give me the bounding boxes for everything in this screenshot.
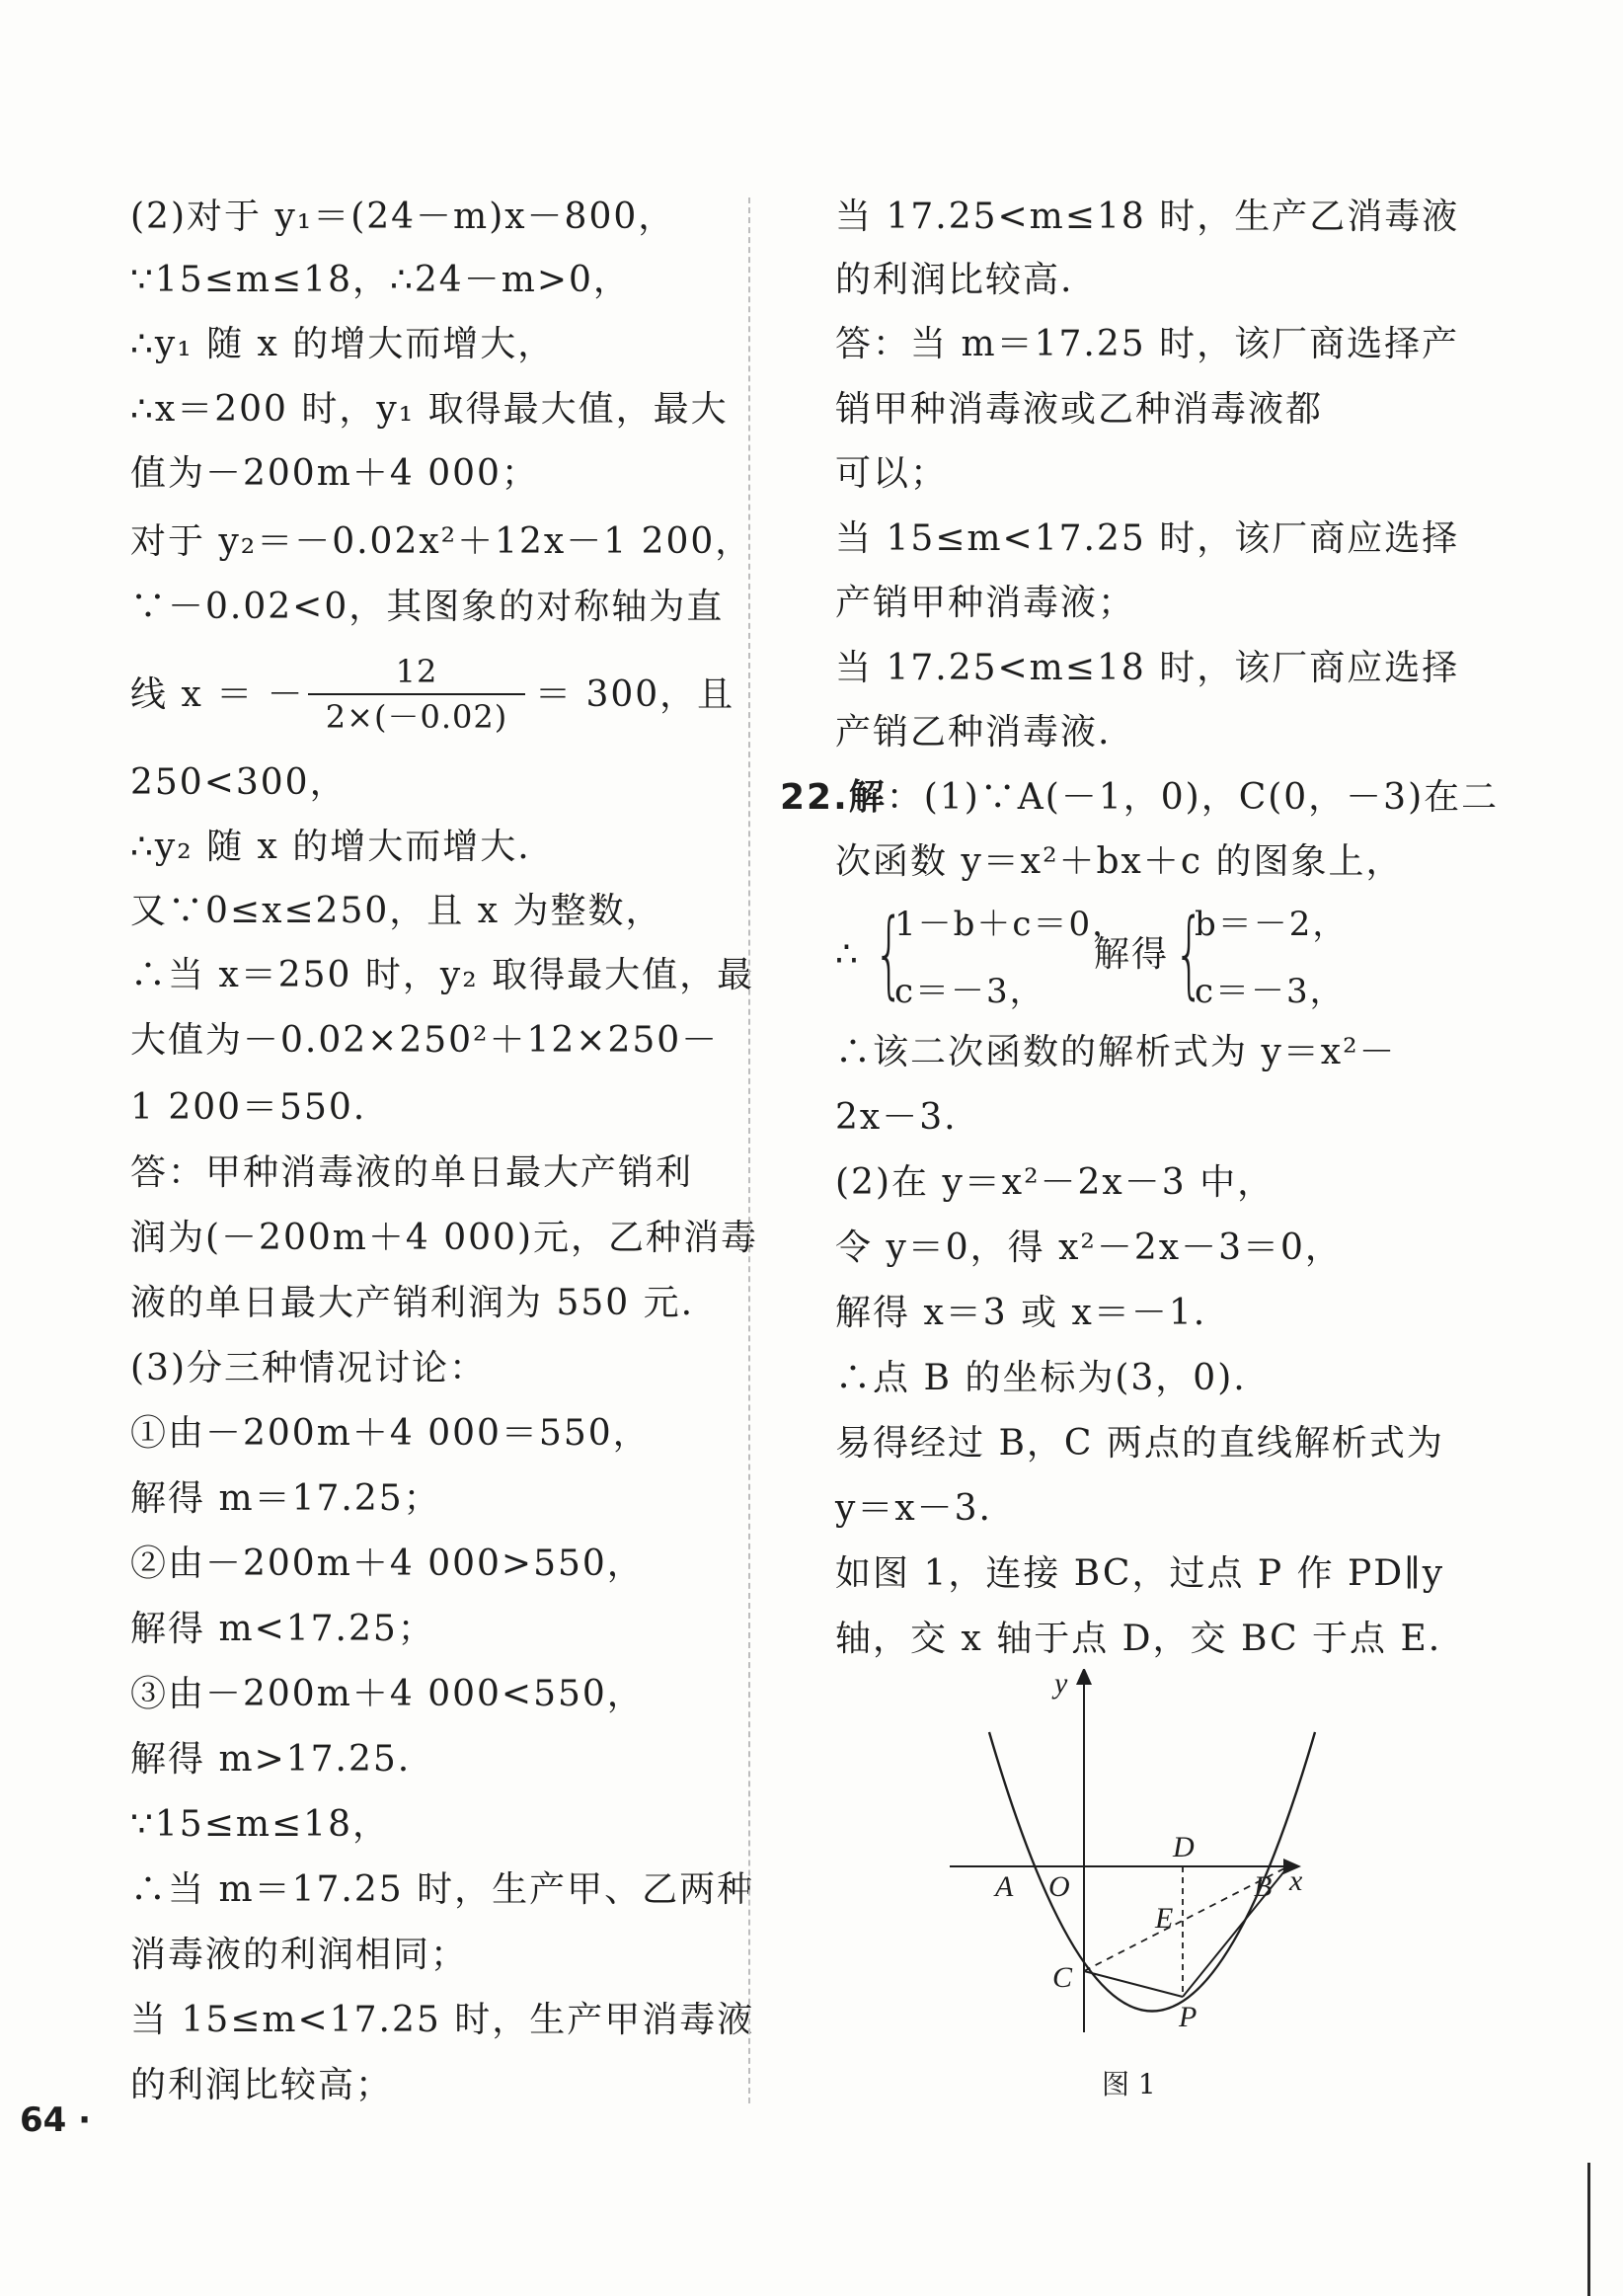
text-line: ＝ 300，且 bbox=[535, 674, 735, 715]
text-line: 答：甲种消毒液的单日最大产销利 bbox=[130, 1152, 694, 1193]
text-line: ∴当 m＝17.25 时，生产甲、乙两种 bbox=[130, 1869, 755, 1910]
left-brace: { bbox=[1174, 899, 1204, 1009]
text-line: 液的单日最大产销利润为 550 元. bbox=[130, 1283, 695, 1323]
text-line: ∵－0.02<0，其图象的对称轴为直 bbox=[130, 587, 725, 627]
line-cp bbox=[1084, 1971, 1183, 1997]
fraction-denominator: 2×(－0.02) bbox=[325, 698, 508, 736]
label-e: E bbox=[1155, 1902, 1174, 1935]
text-line: 大值为－0.02×250²＋12×250－ bbox=[130, 1020, 720, 1061]
text-line: ∴y₂ 随 x 的增大而增大. bbox=[130, 827, 531, 867]
system-lead: ∴ bbox=[835, 934, 860, 975]
text-line: ①由－200m＋4 000＝550， bbox=[130, 1413, 651, 1454]
equation-line: 1－b＋c＝0， bbox=[894, 905, 1128, 944]
equation-line: c＝－3， bbox=[894, 972, 1045, 1011]
fraction-numerator: 12 bbox=[395, 653, 438, 690]
text-line: 产销乙种消毒液. bbox=[835, 712, 1112, 752]
text-line: ∵15≤m≤18，∴24－m>0， bbox=[130, 260, 631, 300]
text-line: 2x－3. bbox=[835, 1097, 958, 1138]
text-line: 线 x ＝ － bbox=[130, 674, 305, 715]
text-line: ∵15≤m≤18， bbox=[130, 1804, 390, 1845]
fraction-bar bbox=[308, 693, 525, 695]
page-number: 64 · bbox=[20, 2100, 92, 2140]
text-line: 解得 bbox=[1094, 934, 1170, 975]
label-x: x bbox=[1289, 1864, 1303, 1897]
text-line: 当 17.25<m≤18 时，生产乙消毒液 bbox=[835, 197, 1460, 237]
text-line: ∴当 x＝250 时，y₂ 取得最大值，最 bbox=[130, 955, 755, 995]
text-line: (3)分三种情况讨论： bbox=[130, 1348, 487, 1388]
text-line: 对于 y₂＝－0.02x²＋12x－1 200， bbox=[130, 521, 753, 562]
label-a: A bbox=[995, 1870, 1014, 1903]
label-y: y bbox=[1054, 1669, 1068, 1700]
text-line: 轴，交 x 轴于点 D，交 BC 于点 E. bbox=[835, 1619, 1442, 1659]
question-number: 22. bbox=[780, 777, 849, 818]
page-edge-line bbox=[1587, 2163, 1590, 2296]
text-line: 当 15≤m<17.25 时，该厂商应选择 bbox=[835, 518, 1460, 559]
text-line: ：(1)∵A(－1，0)，C(0，－3)在二 bbox=[886, 777, 1500, 818]
column-divider bbox=[748, 198, 750, 2103]
text-line: (2)在 y＝x²－2x－3 中， bbox=[835, 1162, 1275, 1203]
text-line: ∴x＝200 时，y₁ 取得最大值，最大 bbox=[130, 389, 729, 430]
line-pb bbox=[1183, 1866, 1288, 1997]
text-line: 产销甲种消毒液； bbox=[835, 583, 1136, 623]
text-line: 次函数 y＝x²＋bx＋c 的图象上， bbox=[835, 841, 1404, 882]
text-line: 消毒液的利润相同； bbox=[130, 1935, 469, 1975]
text-line: y＝x－3. bbox=[835, 1488, 992, 1529]
left-brace: { bbox=[874, 899, 904, 1009]
text-line: (2)对于 y₁＝(24－m)x－800， bbox=[130, 197, 676, 237]
text-line: 解得 m＝17.25； bbox=[130, 1478, 441, 1519]
label-o: O bbox=[1048, 1870, 1070, 1903]
text-line: 解得 x＝3 或 x＝－1. bbox=[835, 1293, 1207, 1333]
text-line: ∴该二次函数的解析式为 y＝x²－ bbox=[835, 1032, 1397, 1072]
text-line: 的利润比较高； bbox=[130, 2065, 394, 2105]
figure-caption: 图 1 bbox=[1102, 2068, 1156, 2100]
text-line: 答：当 m＝17.25 时，该厂商选择产 bbox=[835, 324, 1460, 364]
text-line: 令 y＝0，得 x²－2x－3＝0， bbox=[835, 1227, 1343, 1268]
solution-label: 解 bbox=[848, 777, 887, 818]
label-d: D bbox=[1173, 1831, 1195, 1863]
text-line: ∴y₁ 随 x 的增大而增大， bbox=[130, 324, 556, 364]
text-line: 如图 1，连接 BC，过点 P 作 PD∥y bbox=[835, 1553, 1445, 1594]
parabola-figure bbox=[938, 1669, 1333, 2103]
question-22-header bbox=[780, 776, 1499, 820]
label-c: C bbox=[1052, 1961, 1073, 1994]
text-line: 解得 m<17.25； bbox=[130, 1609, 435, 1649]
text-line: 值为－200m＋4 000； bbox=[130, 453, 539, 494]
text-line: 250<300， bbox=[130, 762, 348, 803]
text-line: 可以； bbox=[835, 453, 949, 494]
label-p: P bbox=[1179, 2001, 1198, 2033]
text-line: 当 15≤m<17.25 时，生产甲消毒液 bbox=[130, 2000, 755, 2040]
text-line: 的利润比较高. bbox=[835, 260, 1074, 300]
text-line: 又∵0≤x≤250，且 x 为整数， bbox=[130, 891, 663, 931]
equation-line: c＝－3， bbox=[1195, 972, 1346, 1011]
text-line: 润为(－200m＋4 000)元，乙种消毒 bbox=[130, 1218, 759, 1258]
text-line: 当 17.25<m≤18 时，该厂商应选择 bbox=[835, 648, 1460, 688]
text-line: 易得经过 B，C 两点的直线解析式为 bbox=[835, 1423, 1444, 1464]
text-line: 1 200＝550. bbox=[130, 1087, 367, 1128]
text-line: ②由－200m＋4 000>550， bbox=[130, 1544, 645, 1584]
text-line: ∴点 B 的坐标为(3，0). bbox=[835, 1358, 1247, 1398]
equation-line: b＝－2， bbox=[1195, 905, 1349, 944]
text-line: 销甲种消毒液或乙种消毒液都 bbox=[835, 389, 1324, 430]
text-line: ③由－200m＋4 000<550， bbox=[130, 1674, 645, 1714]
text-line: 解得 m>17.25. bbox=[130, 1739, 412, 1780]
label-b: B bbox=[1254, 1870, 1273, 1903]
